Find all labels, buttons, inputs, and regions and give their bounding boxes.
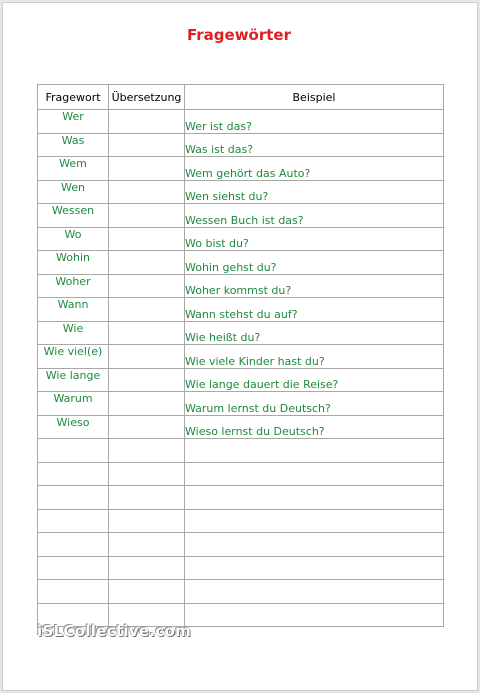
table-row: [38, 204, 444, 228]
question-word-cell: Wie lange: [38, 368, 109, 392]
question-word-cell: Wessen: [38, 204, 109, 228]
question-word-cell: Woher: [38, 274, 109, 298]
translation-cell: [109, 321, 185, 345]
question-word-cell: Was: [38, 133, 109, 157]
question-word-cell: Wie: [38, 321, 109, 345]
example-cell: Wieso lernst du Deutsch?: [185, 415, 444, 439]
example-cell: Wem gehört das Auto?: [185, 157, 444, 181]
example-cell: Wo bist du?: [185, 227, 444, 251]
question-word-cell: [38, 486, 109, 510]
translation-cell: [109, 415, 185, 439]
table-row: [38, 298, 444, 322]
example-cell: [185, 462, 444, 486]
example-cell: [185, 486, 444, 510]
table-row: [38, 345, 444, 369]
example-cell: [185, 533, 444, 557]
table-row: [38, 321, 444, 345]
example-cell: Wie viele Kinder hast du?: [185, 345, 444, 369]
question-word-cell: [38, 556, 109, 580]
translation-cell: [109, 274, 185, 298]
translation-cell: [109, 133, 185, 157]
translation-cell: [109, 204, 185, 228]
table-row: [38, 133, 444, 157]
translation-cell: [109, 509, 185, 533]
translation-cell: [109, 110, 185, 134]
translation-cell: [109, 556, 185, 580]
example-cell: [185, 509, 444, 533]
question-word-cell: Wohin: [38, 251, 109, 275]
table-row: [38, 415, 444, 439]
table-row: [38, 227, 444, 251]
translation-cell: [109, 345, 185, 369]
translation-cell: [109, 227, 185, 251]
translation-cell: [109, 157, 185, 181]
translation-cell: [109, 180, 185, 204]
table-row: [38, 509, 444, 533]
watermark-text: iSLCollective.com: [37, 622, 192, 640]
table-row: [38, 274, 444, 298]
example-cell: [185, 603, 444, 627]
question-word-cell: Wen: [38, 180, 109, 204]
example-cell: Wann stehst du auf?: [185, 298, 444, 322]
translation-cell: [109, 298, 185, 322]
example-cell: [185, 556, 444, 580]
example-cell: Wen siehst du?: [185, 180, 444, 204]
translation-cell: [109, 486, 185, 510]
header-beispiel: Beispiel: [185, 85, 444, 110]
table-row: [38, 580, 444, 604]
example-cell: Wie lange dauert die Reise?: [185, 368, 444, 392]
table-row: [38, 486, 444, 510]
table-row: [38, 110, 444, 134]
question-words-table: [37, 84, 444, 627]
translation-cell: [109, 392, 185, 416]
table-row: [38, 368, 444, 392]
translation-cell: [109, 368, 185, 392]
table-row: [38, 392, 444, 416]
question-word-cell: Wer: [38, 110, 109, 134]
table-row: [38, 556, 444, 580]
example-cell: Woher kommst du?: [185, 274, 444, 298]
question-word-cell: Wo: [38, 227, 109, 251]
translation-cell: [109, 439, 185, 463]
example-cell: Wie heißt du?: [185, 321, 444, 345]
table-row: [38, 462, 444, 486]
example-cell: Wessen Buch ist das?: [185, 204, 444, 228]
table-row: [38, 251, 444, 275]
example-cell: [185, 580, 444, 604]
question-word-cell: Wie viel(e): [38, 345, 109, 369]
page-title: Fragewörter: [186, 26, 292, 44]
question-word-cell: [38, 509, 109, 533]
table-row: [38, 533, 444, 557]
translation-cell: [109, 251, 185, 275]
question-word-cell: Wem: [38, 157, 109, 181]
question-word-cell: [38, 533, 109, 557]
translation-cell: [109, 580, 185, 604]
question-word-cell: Wieso: [38, 415, 109, 439]
example-cell: Wohin gehst du?: [185, 251, 444, 275]
table-row: [38, 439, 444, 463]
question-word-cell: [38, 439, 109, 463]
question-word-cell: [38, 580, 109, 604]
table-row: [38, 180, 444, 204]
question-word-cell: Warum: [38, 392, 109, 416]
example-cell: Was ist das?: [185, 133, 444, 157]
question-word-cell: Wann: [38, 298, 109, 322]
header-uebersetzung: Übersetzung: [109, 85, 185, 110]
translation-cell: [109, 462, 185, 486]
example-cell: Warum lernst du Deutsch?: [185, 392, 444, 416]
header-fragewort: Fragewort: [38, 85, 109, 110]
translation-cell: [109, 533, 185, 557]
table-header-row: [38, 85, 444, 110]
question-word-cell: [38, 462, 109, 486]
example-cell: [185, 439, 444, 463]
table-row: [38, 157, 444, 181]
example-cell: Wer ist das?: [185, 110, 444, 134]
